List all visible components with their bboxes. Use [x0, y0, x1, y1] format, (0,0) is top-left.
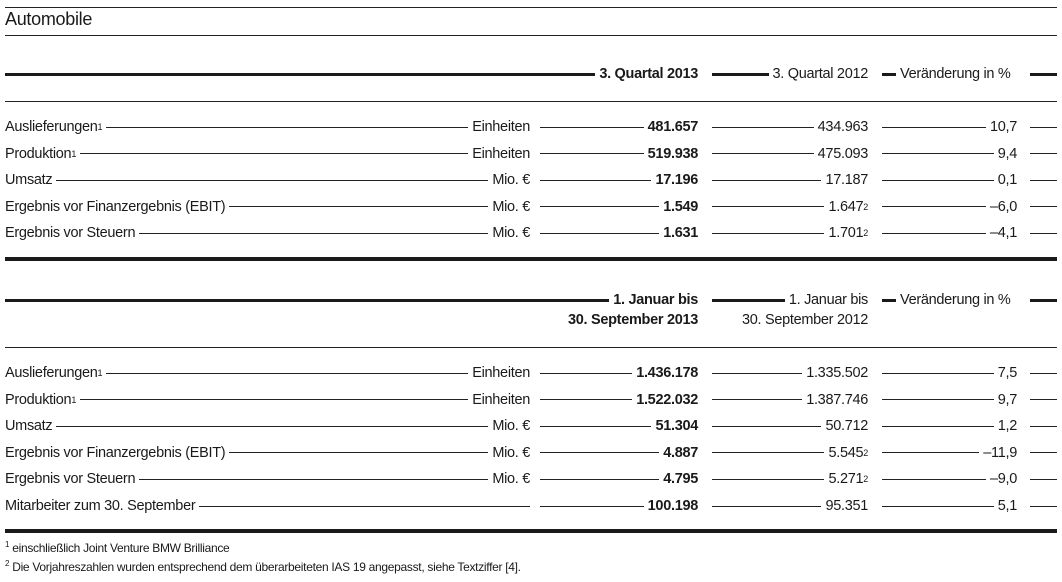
previous-value: 1.387.746 [806, 391, 868, 408]
change-value: 1,2 [997, 418, 1017, 435]
current-value: 1.549 [663, 198, 698, 215]
trailing-stub [1030, 197, 1057, 217]
current-value-cell [540, 223, 698, 243]
current-value-cell [540, 144, 698, 164]
change-value: 5,1 [997, 498, 1017, 514]
previous-value: 5.545 [828, 444, 864, 461]
leader-line [540, 506, 644, 507]
row-label-cell [5, 416, 530, 436]
current-value-cell [540, 363, 698, 383]
leader-line [106, 127, 468, 128]
header-stub [1030, 64, 1057, 84]
header-label-column [5, 290, 530, 310]
row-label: Produktion [5, 145, 72, 162]
trailing-stub [1030, 496, 1057, 516]
leader-line [712, 426, 821, 427]
row-label-cell: Produktion 1 Einheiten [5, 145, 530, 162]
current-value-cell [540, 469, 698, 489]
leader-line [229, 452, 488, 453]
previous-value-cell: 5.271 2 [712, 469, 868, 489]
row-label-cell [5, 496, 530, 516]
header-previous-label: 3. Quartal 2012 [772, 66, 868, 82]
row-unit: Mio. € [492, 198, 530, 215]
current-value: 51.304 [655, 418, 698, 435]
leader-line [712, 506, 821, 507]
previous-value: 95.351 [825, 498, 868, 514]
header-rule [712, 299, 785, 302]
current-value-cell [540, 416, 698, 436]
header-rule [530, 73, 595, 76]
section-divider [5, 257, 1057, 261]
header-rule [1030, 299, 1057, 302]
leader-line [882, 479, 986, 480]
leader-line [712, 206, 824, 207]
leader-line [199, 506, 530, 507]
table-row [5, 496, 1057, 516]
table-row [5, 117, 1057, 137]
previous-value-cell [712, 390, 868, 410]
leader-line [1030, 373, 1057, 374]
header-current [530, 290, 698, 330]
header-stub [1030, 290, 1057, 310]
previous-value: 1.647 [828, 198, 864, 215]
leader-line [882, 426, 994, 427]
row-unit: Mio. € [492, 444, 530, 461]
header-change-label: Veränderung in % [900, 292, 1011, 308]
change-value-cell [882, 469, 1017, 489]
table-row [5, 144, 1057, 164]
leader-line [712, 452, 824, 453]
change-value: 9,7 [997, 391, 1017, 408]
leader-line [1030, 479, 1057, 480]
change-value-cell [882, 496, 1017, 516]
previous-value: 50.712 [825, 418, 868, 435]
header-label-column [5, 64, 530, 84]
leader-line [80, 153, 468, 154]
page-title: Automobile [5, 9, 93, 29]
row-unit: Einheiten [472, 365, 530, 381]
header-previous-label-2: 30. September 2012 [742, 312, 868, 328]
header-rule [712, 73, 769, 76]
leader-line [1030, 206, 1057, 207]
change-value: 7,5 [997, 365, 1017, 381]
header-current-label-1: 1. Januar bis [613, 292, 698, 308]
footnote-mark: 1 [5, 540, 10, 549]
leader-line [882, 399, 994, 400]
leader-line [1030, 180, 1057, 181]
leader-line [712, 399, 802, 400]
row-unit: Einheiten [472, 145, 530, 162]
current-value-cell [540, 117, 698, 137]
table-row [5, 469, 1057, 489]
row-label: Produktion [5, 391, 72, 408]
change-value-cell [882, 390, 1017, 410]
row-label-cell [5, 223, 530, 243]
row-unit: Mio. € [492, 418, 530, 435]
change-value: –4,1 [989, 225, 1017, 242]
top-rule [5, 7, 1057, 8]
previous-value: 1.701 [828, 225, 864, 242]
row-unit: Mio. € [492, 225, 530, 242]
leader-line [882, 206, 986, 207]
table-row [5, 363, 1057, 383]
change-value: 10,7 [989, 119, 1017, 135]
row-label-cell: Produktion 1 Einheiten [5, 391, 530, 408]
previous-value-cell [712, 363, 868, 383]
previous-value: 475.093 [817, 145, 868, 162]
leader-line [540, 373, 632, 374]
leader-line [540, 206, 659, 207]
header-change [882, 290, 1017, 310]
header-bottom-rule [5, 101, 1057, 102]
trailing-stub [1030, 443, 1057, 463]
header-rule [5, 73, 530, 76]
row-label: Ergebnis vor Finanzergebnis (EBIT) [5, 198, 226, 215]
leader-line [540, 479, 659, 480]
leader-line [882, 506, 994, 507]
table-bottom-rule [5, 529, 1057, 533]
row-label-cell: Auslieferungen 1 Einheiten [5, 365, 530, 381]
leader-line [1030, 153, 1057, 154]
trailing-stub [1030, 363, 1057, 383]
leader-line [712, 153, 814, 154]
leader-line [540, 233, 659, 234]
header-rule [882, 73, 896, 76]
leader-line [1030, 399, 1057, 400]
leader-line [1030, 233, 1057, 234]
header-current-label-2: 30. September 2013 [567, 312, 698, 328]
current-value-cell [540, 170, 698, 190]
row-label-cell [5, 469, 530, 489]
previous-value-cell [712, 117, 868, 137]
leader-line [712, 479, 824, 480]
previous-value-cell: 5.545 2 [712, 443, 868, 463]
change-value-cell [882, 144, 1017, 164]
change-value-cell [882, 416, 1017, 436]
header-rule [1030, 73, 1057, 76]
leader-line [712, 233, 824, 234]
current-value-cell [540, 390, 698, 410]
leader-line [882, 452, 979, 453]
row-label-cell: Auslieferungen 1 Einheiten [5, 119, 530, 135]
header-previous-label-1: 1. Januar bis [788, 292, 868, 308]
row-label-cell [5, 443, 530, 463]
change-value-cell [882, 443, 1017, 463]
footnote-2 [5, 560, 521, 574]
leader-line [540, 426, 651, 427]
header-rule [530, 299, 609, 302]
row-label: Umsatz [5, 418, 53, 435]
current-value-cell [540, 197, 698, 217]
leader-line [56, 180, 488, 181]
header-bottom-rule [5, 347, 1057, 348]
leader-line [540, 399, 632, 400]
row-label: Ergebnis vor Steuern [5, 225, 136, 242]
header-previous [712, 64, 868, 84]
leader-line [882, 233, 986, 234]
leader-line [882, 153, 994, 154]
leader-line [540, 127, 644, 128]
row-label: Umsatz [5, 172, 53, 189]
leader-line [540, 452, 659, 453]
trailing-stub [1030, 390, 1057, 410]
current-value: 100.198 [647, 498, 698, 514]
current-value: 1.436.178 [636, 365, 698, 381]
change-value-cell [882, 363, 1017, 383]
current-value: 4.887 [663, 444, 698, 461]
table-row [5, 390, 1057, 410]
row-label-cell [5, 197, 530, 217]
previous-value: 5.271 [828, 471, 864, 488]
leader-line [712, 127, 814, 128]
leader-line [139, 479, 488, 480]
leader-line [712, 180, 821, 181]
footnote-mark: 2 [5, 559, 10, 568]
footnote-1 [5, 541, 229, 555]
header-current [530, 64, 698, 84]
trailing-stub [1030, 416, 1057, 436]
leader-line [540, 153, 644, 154]
change-value: 0,1 [997, 172, 1017, 189]
header-previous [712, 290, 868, 330]
header-current-label: 3. Quartal 2013 [599, 66, 698, 82]
leader-line [1030, 127, 1057, 128]
previous-value-cell [712, 170, 868, 190]
header-change [882, 64, 1017, 84]
leader-line [882, 373, 994, 374]
row-label: Ergebnis vor Finanzergebnis (EBIT) [5, 444, 226, 461]
header-change-label: Veränderung in % [900, 66, 1011, 82]
current-value: 519.938 [647, 145, 698, 162]
change-value-cell [882, 197, 1017, 217]
row-label: Ergebnis vor Steuern [5, 471, 136, 488]
leader-line [80, 399, 468, 400]
leader-line [712, 373, 802, 374]
trailing-stub [1030, 469, 1057, 489]
current-value: 1.522.032 [636, 391, 698, 408]
change-value: –9,0 [989, 471, 1017, 488]
change-value: –11,9 [983, 444, 1017, 461]
previous-value-cell [712, 416, 868, 436]
table-row [5, 170, 1057, 190]
leader-line [1030, 452, 1057, 453]
row-label: Auslieferungen [5, 119, 98, 135]
title-rule [5, 35, 1057, 36]
leader-line [56, 426, 488, 427]
leader-line [882, 180, 994, 181]
current-value-cell [540, 496, 698, 516]
leader-line [882, 127, 986, 128]
row-unit: Einheiten [472, 119, 530, 135]
previous-value: 1.335.502 [806, 365, 868, 381]
leader-line [139, 233, 488, 234]
row-unit: Mio. € [492, 172, 530, 189]
leader-line [1030, 506, 1057, 507]
current-value: 481.657 [647, 119, 698, 135]
row-unit: Mio. € [492, 471, 530, 488]
previous-value-cell [712, 496, 868, 516]
current-value: 17.196 [655, 172, 698, 189]
table-row [5, 416, 1057, 436]
change-value: 9,4 [997, 145, 1017, 162]
leader-line [540, 180, 651, 181]
change-value-cell [882, 223, 1017, 243]
leader-line [106, 373, 468, 374]
row-label: Mitarbeiter zum 30. September [5, 498, 196, 514]
change-value-cell [882, 170, 1017, 190]
change-value: –6,0 [989, 198, 1017, 215]
previous-value: 434.963 [817, 119, 868, 135]
current-value-cell [540, 443, 698, 463]
previous-value-cell: 1.647 2 [712, 197, 868, 217]
footnote-text: Die Vorjahreszahlen wurden entsprechend dem überarbeiteten IAS 19 angepasst, siehe Textziffer [4]. [12, 560, 521, 574]
row-label: Auslieferungen [5, 365, 98, 381]
previous-value-cell: 1.701 2 [712, 223, 868, 243]
header-rule [5, 299, 530, 302]
leader-line [229, 206, 488, 207]
current-value: 1.631 [663, 225, 698, 242]
table-row [5, 223, 1057, 243]
previous-value: 17.187 [825, 172, 868, 189]
current-value: 4.795 [663, 471, 698, 488]
leader-line [1030, 426, 1057, 427]
footnote-text: einschließlich Joint Venture BMW Brilliance [12, 541, 230, 555]
trailing-stub [1030, 170, 1057, 190]
change-value-cell [882, 117, 1017, 137]
previous-value-cell [712, 144, 868, 164]
trailing-stub [1030, 144, 1057, 164]
trailing-stub [1030, 223, 1057, 243]
table-row [5, 197, 1057, 217]
header-rule [882, 299, 896, 302]
table-row [5, 443, 1057, 463]
trailing-stub [1030, 117, 1057, 137]
row-label-cell [5, 170, 530, 190]
row-unit: Einheiten [472, 391, 530, 408]
